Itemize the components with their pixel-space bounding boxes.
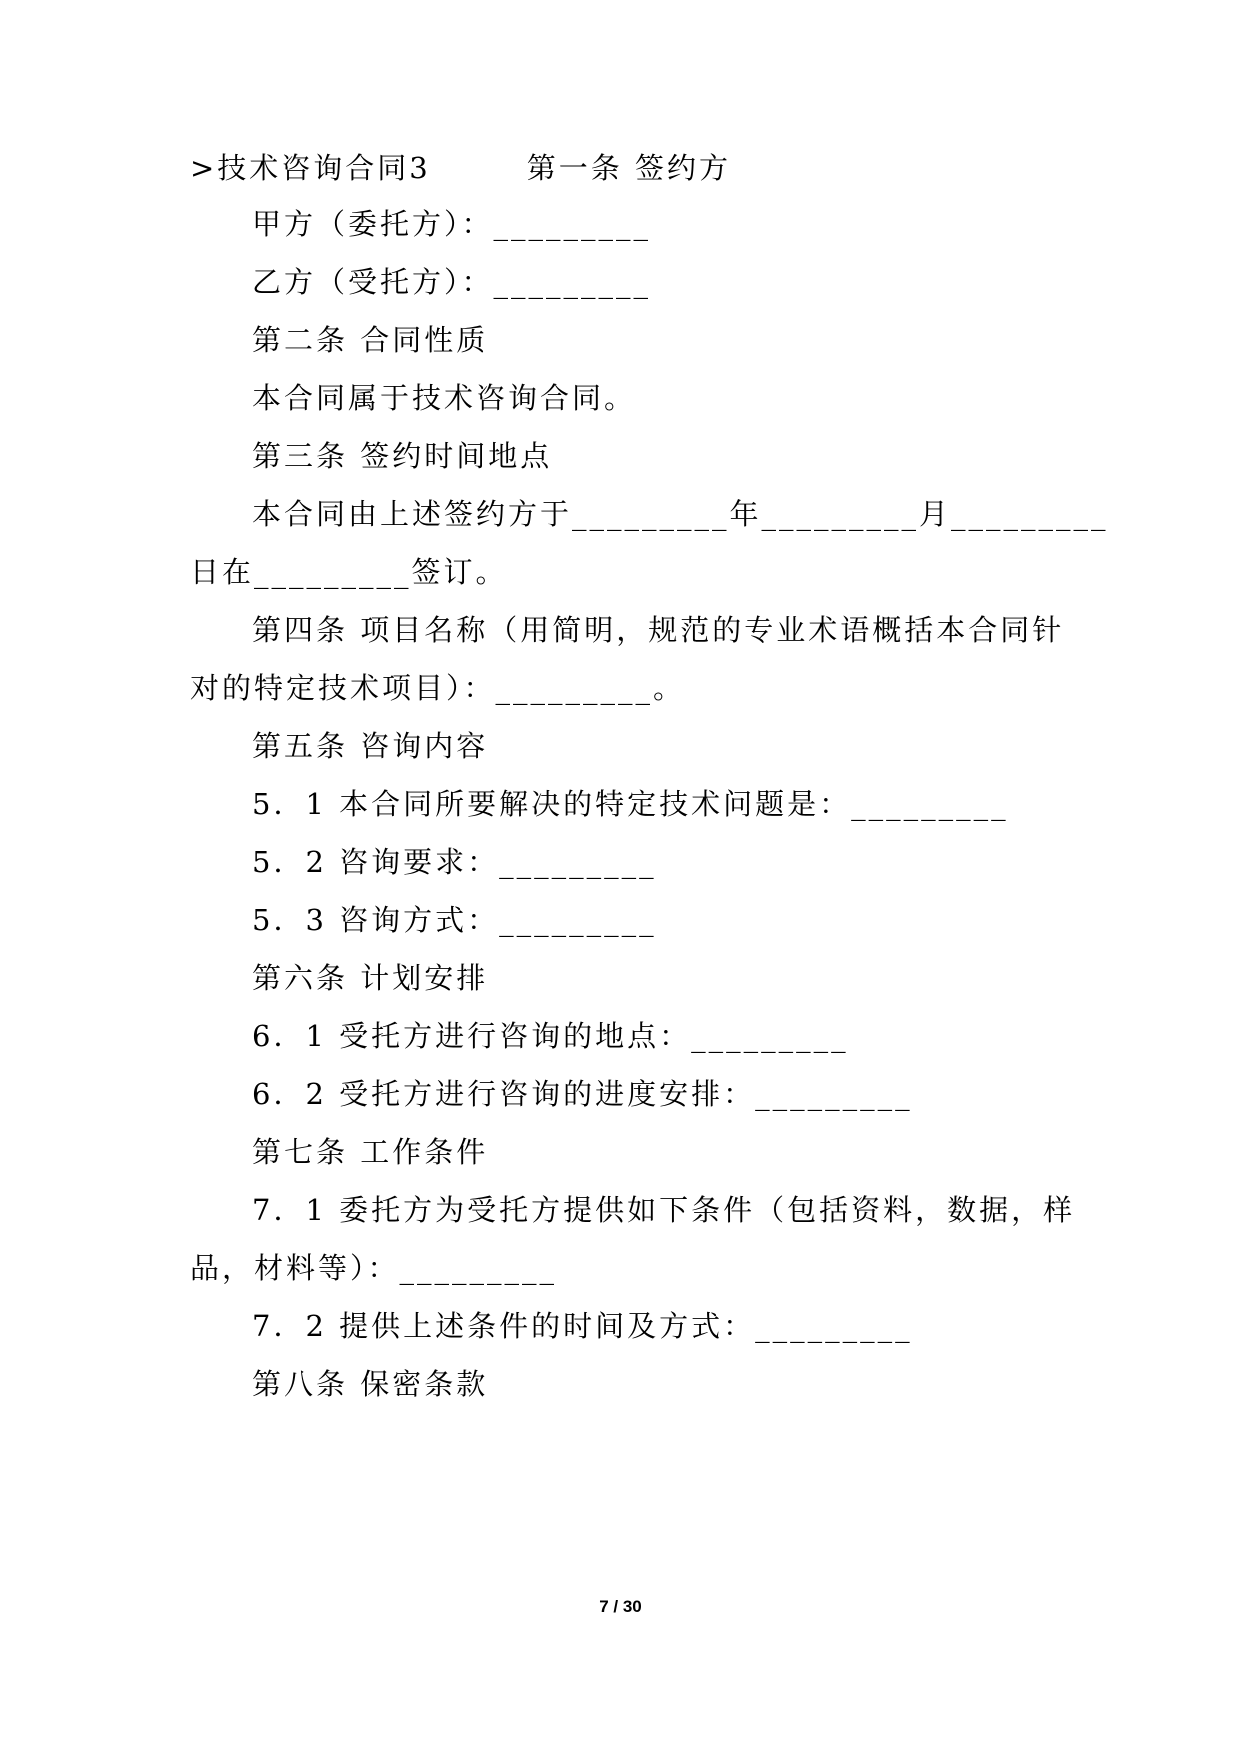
article-2-text: 本合同属于技术咨询合同。 (252, 381, 637, 415)
page-number: 7 / 30 (599, 1597, 642, 1616)
article-3-text: 本合同由上述签约方于_________年_________月_________ (252, 497, 1109, 531)
article-2-heading: 第二条 合同性质 (252, 323, 489, 357)
clause-5-2: 5．2 咨询要求：_________ (252, 845, 657, 879)
clause-6-1: 6．1 受托方进行咨询的地点：_________ (252, 1019, 849, 1053)
article-4-text: 第四条 项目名称（用简明，规范的专业术语概括本合同针 (252, 613, 1065, 647)
article-4-text-continued: 对的特定技术项目）：_________。 (190, 671, 686, 705)
article-3-heading: 第三条 签约时间地点 (252, 439, 553, 473)
clause-7-1: 7．1 委托方为受托方提供如下条件（包括资料，数据，样 (252, 1193, 1076, 1227)
clause-6-2: 6．2 受托方进行咨询的进度安排：_________ (252, 1077, 913, 1111)
clause-7-2: 7．2 提供上述条件的时间及方式：_________ (252, 1309, 913, 1343)
party-b-line: 乙方（受托方）：_________ (252, 265, 652, 299)
party-a-line: 甲方（委托方）：_________ (252, 207, 652, 241)
contract-title-line: >技术咨询合同3 第一条 签约方 (190, 151, 731, 185)
article-6-heading: 第六条 计划安排 (252, 961, 489, 995)
article-8-heading: 第八条 保密条款 (252, 1367, 489, 1401)
clause-7-1-continued: 品，材料等）：_________ (190, 1251, 558, 1285)
article-7-heading: 第七条 工作条件 (252, 1135, 489, 1169)
article-3-text-continued: 日在_________签订。 (190, 555, 508, 589)
clause-5-3: 5．3 咨询方式：_________ (252, 903, 657, 937)
article-5-heading: 第五条 咨询内容 (252, 729, 489, 763)
clause-5-1: 5．1 本合同所要解决的特定技术问题是：_________ (252, 787, 1009, 821)
